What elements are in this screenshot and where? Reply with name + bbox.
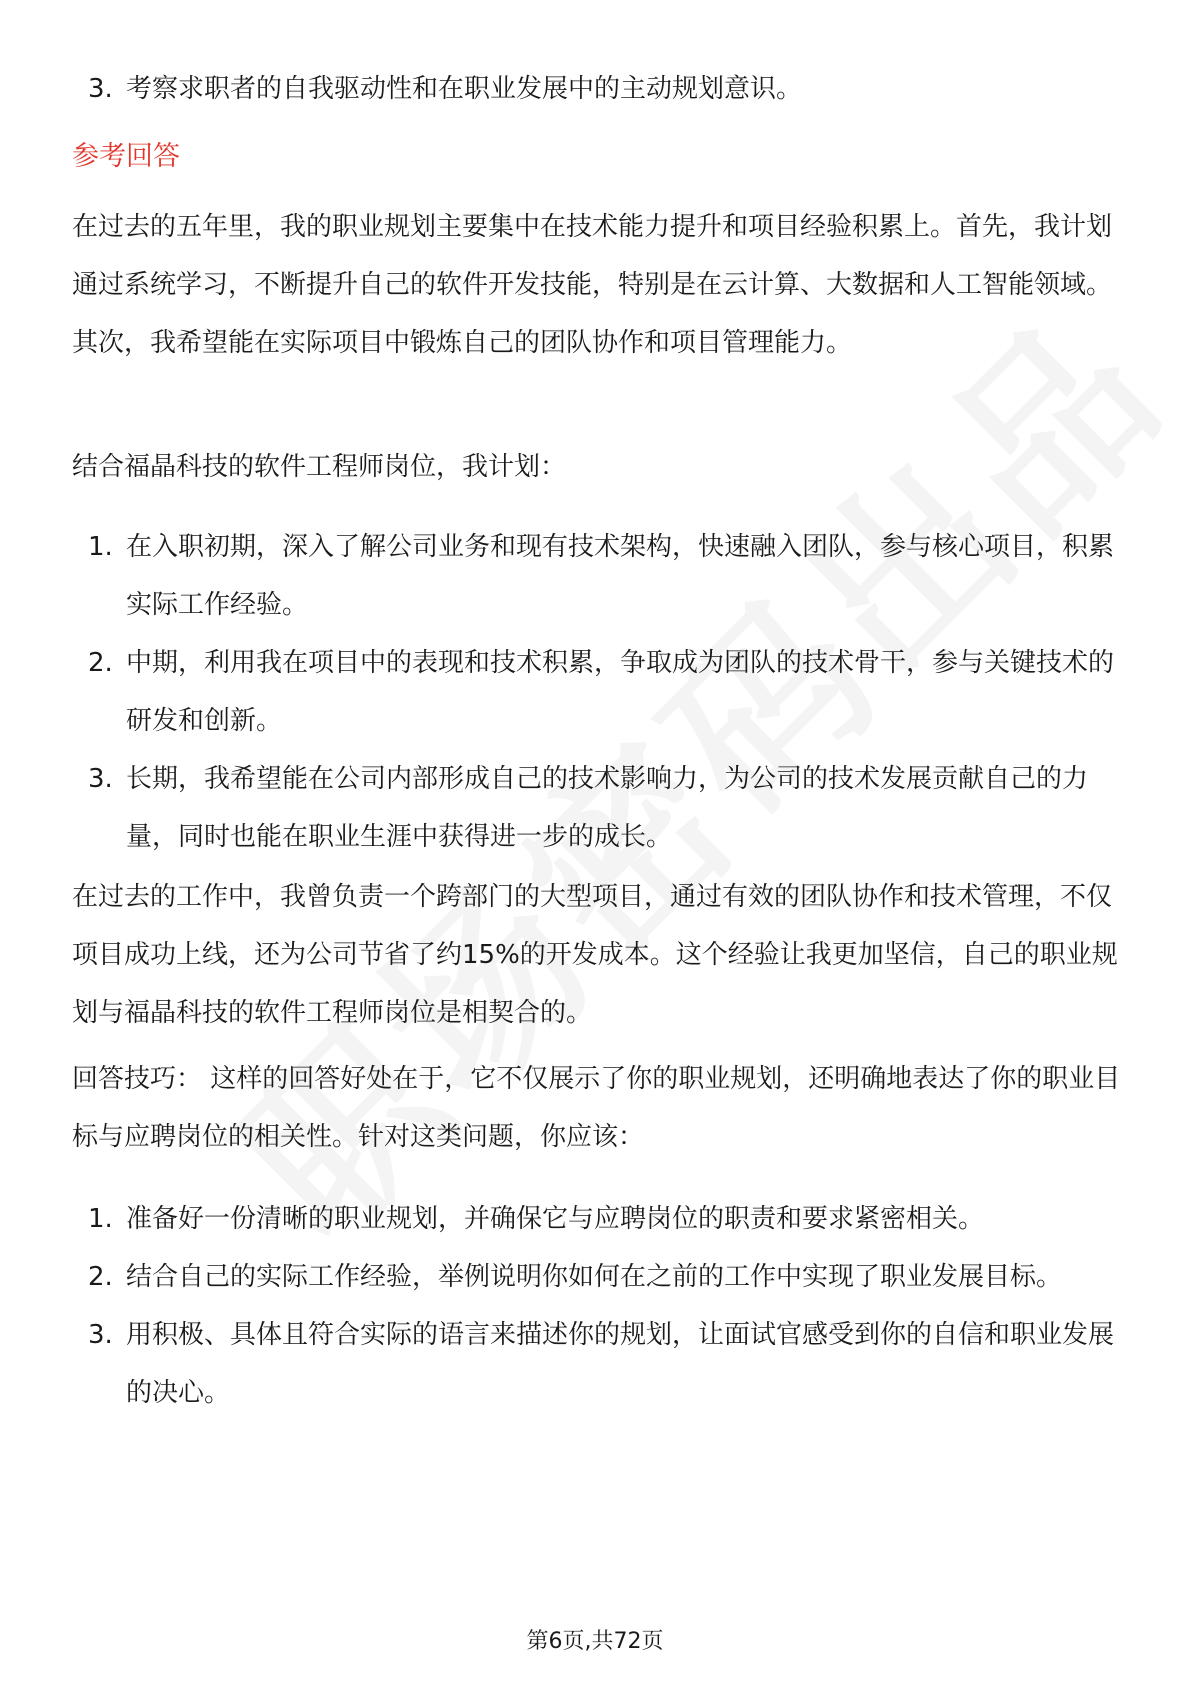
list-number: 3.	[88, 764, 113, 794]
list-number: 3.	[88, 74, 113, 104]
list-number: 1.	[88, 1204, 113, 1234]
tips-list	[72, 1190, 1122, 1422]
list-text: 用积极、具体且符合实际的语言来描述你的规划，让面试官感受到你的自信和职业发展的决心。	[126, 1320, 1115, 1408]
list-item	[72, 750, 1122, 866]
answer-paragraph-3: 在过去的工作中，我曾负责一个跨部门的大型项目，通过有效的团队协作和技术管理，不仅项目成功上线，还为公司节省了约15%的开发成本。这个经验让我更加坚信，自己的职业规划与福晶科技的软件工程师岗位是相契合的。	[72, 882, 1118, 1028]
list-text: 中期，利用我在项目中的表现和技术积累，争取成为团队的技术骨干，参与关键技术的研发和创新。	[126, 648, 1115, 736]
list-number: 1.	[88, 532, 113, 562]
list-text: 结合自己的实际工作经验，举例说明你如何在之前的工作中实现了职业发展目标。	[126, 1262, 1063, 1292]
answer-paragraph-1: 在过去的五年里，我的职业规划主要集中在技术能力提升和项目经验积累上。首先，我计划通过系统学习，不断提升自己的软件开发技能，特别是在云计算、大数据和人工智能领域。其次，我希望能在实际项目中锻炼自己的团队协作和项目管理能力。	[72, 212, 1113, 358]
list-text: 考察求职者的自我驱动性和在职业发展中的主动规划意识。	[126, 74, 803, 104]
tips-paragraph: 回答技巧： 这样的回答好处在于，它不仅展示了你的职业规划，还明确地表达了你的职业目标与应聘岗位的相关性。针对这类问题，你应该：	[72, 1064, 1121, 1152]
list-item	[72, 1248, 1122, 1306]
list-item	[72, 1190, 1122, 1248]
list-text: 准备好一份清晰的职业规划，并确保它与应聘岗位的职责和要求紧密相关。	[126, 1204, 985, 1234]
list-number: 3.	[88, 1320, 113, 1350]
list-number: 2.	[88, 648, 113, 678]
list-item	[72, 60, 1122, 118]
page-number: 第6页,共72页	[526, 1629, 664, 1654]
answer-paragraph-2: 结合福晶科技的软件工程师岗位，我计划：	[72, 452, 567, 482]
list-item	[72, 518, 1122, 634]
list-item	[72, 1306, 1122, 1422]
list-number: 2.	[88, 1262, 113, 1292]
plan-list	[72, 518, 1122, 866]
list-item	[72, 634, 1122, 750]
list-text: 在入职初期，深入了解公司业务和现有技术架构，快速融入团队，参与核心项目，积累实际工作经验。	[126, 532, 1115, 620]
top-list	[72, 60, 1122, 118]
section-heading: 参考回答	[72, 141, 180, 172]
list-text: 长期，我希望能在公司内部形成自己的技术影响力，为公司的技术发展贡献自己的力量，同时也能在职业生涯中获得进一步的成长。	[126, 764, 1089, 852]
